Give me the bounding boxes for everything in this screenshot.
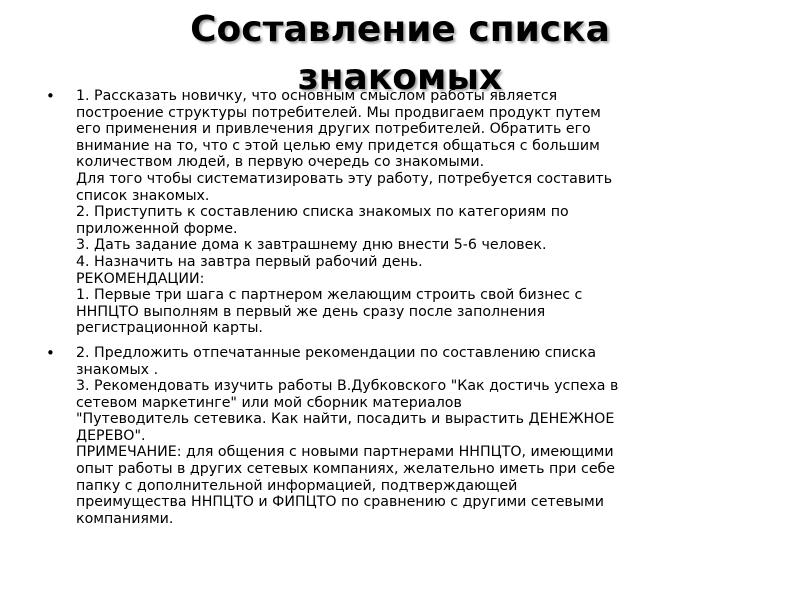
text-line: построение структуры потребителей. Мы продвигаем продукт путем — [76, 104, 601, 121]
text-line: количеством людей, в первую очередь со знакомыми. — [76, 154, 485, 171]
text-line: 1. Рассказать новичку, что основным смыслом работы является — [76, 88, 558, 104]
slide-title-line: знакомых — [297, 57, 503, 98]
bullet-text-2 — [76, 345, 760, 528]
text-line: его применения и привлечения других потребителей. Обратить его — [76, 121, 591, 138]
text-line: 1. Первые три шага с партнером желающим строить свой бизнес с — [76, 287, 583, 304]
text-line: регистрационной карты. — [76, 320, 263, 337]
text-line: папку с дополнительной информацией, подтверждающей — [76, 477, 518, 494]
text-line: внимание на то, что с этой целью ему придется общаться с большим — [76, 137, 600, 154]
text-line: преимущества ННПЦТО и ФИПЦТО по сравнению с другими сетевыми — [76, 494, 604, 511]
bullet-icon: • — [46, 343, 55, 362]
text-line: Для того чтобы систематизировать эту работу, потребуется составить — [76, 170, 613, 187]
text-line: приложенной форме. — [76, 220, 238, 237]
text-line: "Путеводитель сетевика. Как найти, посадить и вырастить ДЕНЕЖНОЕ — [76, 411, 615, 428]
text-line: РЕКОМЕНДАЦИИ: — [76, 270, 205, 287]
text-line: сетевом маркетинге" или мой сборник материалов — [76, 394, 462, 411]
text-line: список знакомых. — [76, 187, 210, 204]
bullet-item-2 — [44, 345, 760, 528]
bullet-text-1 — [76, 88, 760, 337]
slide-body — [44, 88, 760, 535]
text-line: 2. Предложить отпечатанные рекомендации по составлению списка — [76, 344, 597, 361]
slide-title-line: Составление списка — [190, 9, 610, 50]
text-line: 2. Приступить к составлению списка знакомых по категориям по — [76, 204, 569, 221]
text-line: опыт работы в других сетевых компаниях, желательно иметь при себе — [76, 461, 616, 478]
text-line: 3. Рекомендовать изучить работы В.Дубковского "Как достичь успеха в — [76, 378, 619, 395]
text-line: ДЕРЕВО". — [76, 427, 146, 444]
bullet-item-1 — [44, 88, 760, 337]
text-line: ПРИМЕЧАНИЕ: для общения с новыми партнерами ННПЦТО, имеющими — [76, 444, 614, 461]
text-line: 4. Назначить на завтра первый рабочий день. — [76, 253, 423, 270]
text-line: компаниями. — [76, 510, 174, 527]
text-line: ННПЦТО выполням в первый же день сразу после заполнения — [76, 303, 546, 320]
text-line: 3. Дать задание дома к завтрашнему дню внести 5-6 человек. — [76, 237, 547, 254]
text-line: знакомых . — [76, 361, 159, 378]
bullet-icon: • — [46, 87, 55, 105]
